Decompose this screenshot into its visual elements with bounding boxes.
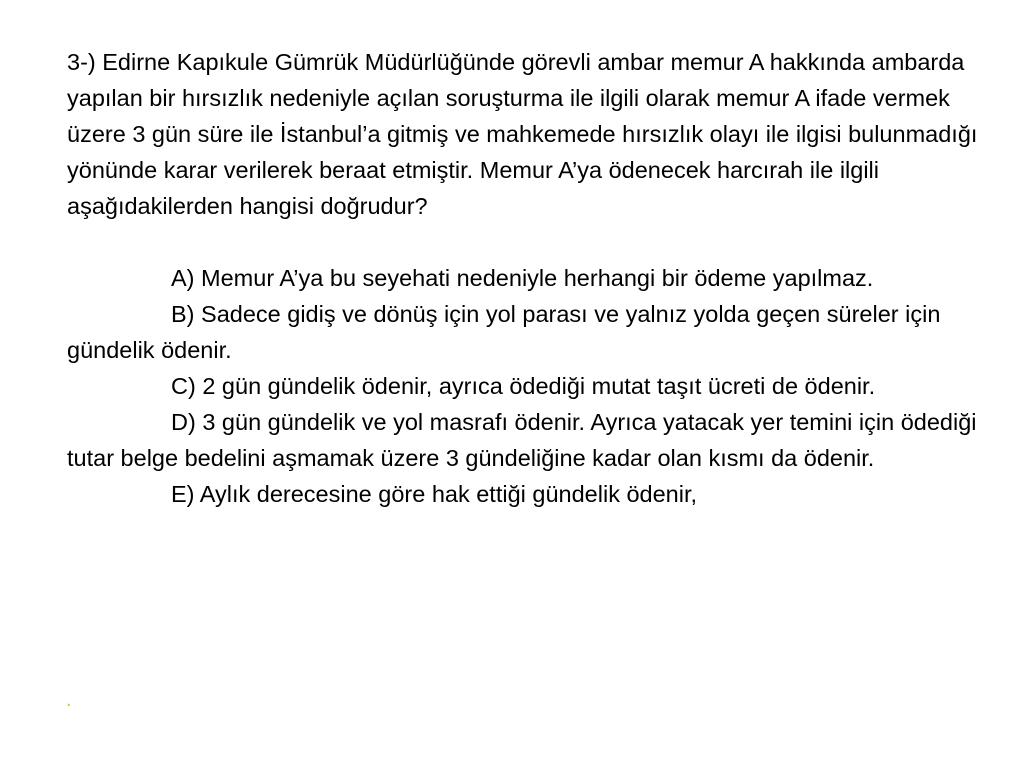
- footer-mark: .: [66, 689, 72, 711]
- option-b: B) Sadece gidiş ve dönüş için yol parası ve yalnız yolda geçen süreler için gündelik ödenir.: [67, 301, 941, 363]
- option-e: E) Aylık derecesine göre hak ettiği gündelik ödenir,: [171, 481, 698, 507]
- option-c: C) 2 gün gündelik ödenir, ayrıca ödediği mutat taşıt ücreti de ödenir.: [171, 373, 876, 399]
- question-text: 3-) Edirne Kapıkule Gümrük Müdürlüğünde görevli ambar memur A hakkında ambarda yapılan bir hırsızlık nedeniyle açılan soruşturma ile ilgili olarak memur A ifade vermek üzere 3 gün süre ile İstanbul’a gitmiş ve mahkemede hırsızlık olayı ile ilgisi bulunmadığı yönünde karar verilerek beraat etmiştir. Memur A’ya ödenecek harcırah ile ilgili aşağıdakilerden hangisi doğrudur?: [67, 49, 978, 219]
- spacer: [67, 224, 979, 260]
- slide-content: [67, 44, 979, 512]
- option-a: A) Memur A’ya bu seyehati nedeniyle herhangi bir ödeme yapılmaz.: [171, 265, 874, 291]
- option-d: D) 3 gün gündelik ve yol masrafı ödenir. Ayrıca yatacak yer temini için ödediği tutar belge bedelini aşmamak üzere 3 gündeliğine kadar olan kısmı da ödenir.: [67, 409, 977, 471]
